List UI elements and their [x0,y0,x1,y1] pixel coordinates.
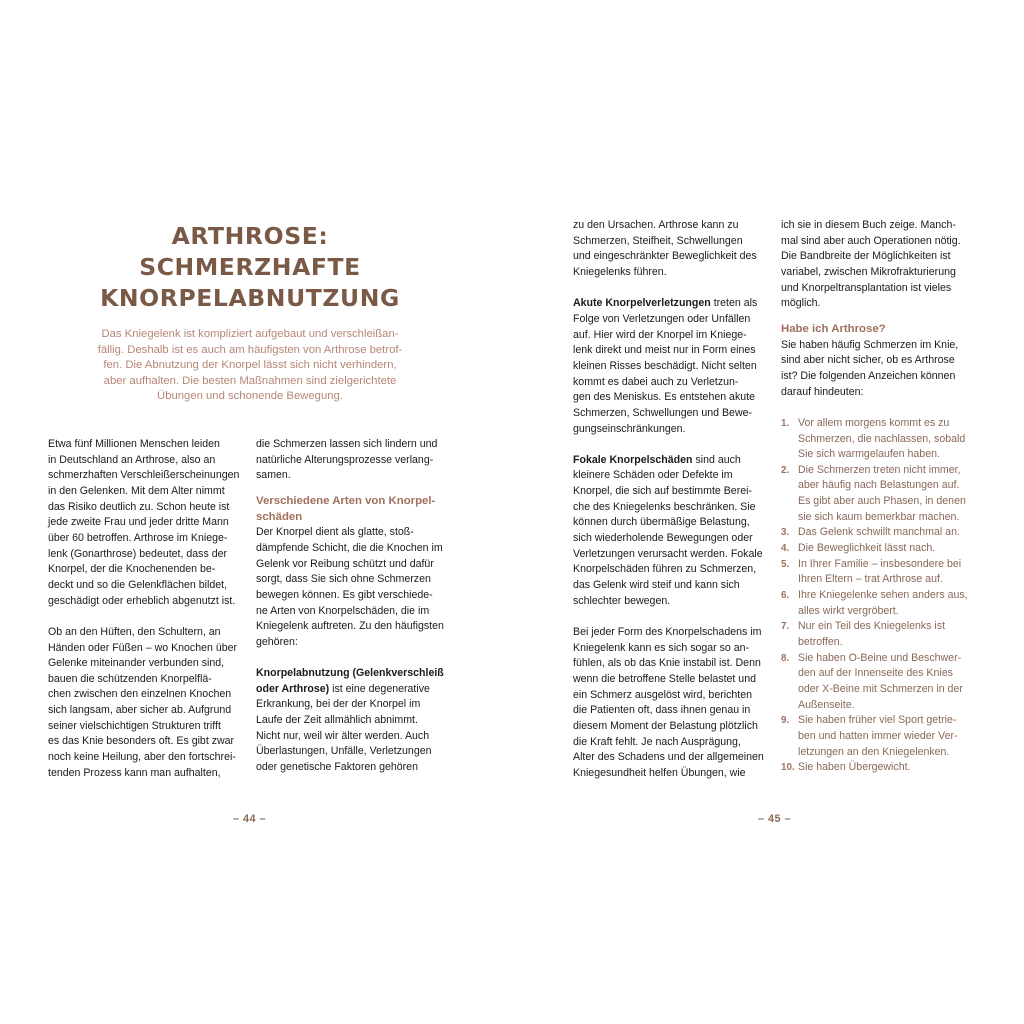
list-number: 8. [781,652,790,664]
list-item [781,463,981,526]
body-line: das Gelenk wird steif und kann sich [573,579,740,592]
list-number: 5. [781,558,790,570]
list-line: Die Beweglichkeit lässt nach. [798,542,936,555]
list-line: den auf der Innenseite des Knies [798,667,953,680]
body-line: geschädigt oder erheblich abgenutzt ist. [48,594,236,607]
body-line: ne Arten von Knorpelschäden, die im [256,604,430,617]
list-line: Sie sich warmgelaufen haben. [798,448,940,461]
list-line: oder X-Beine mit Schmerzen in der [798,683,963,696]
body-text: treten als [710,297,758,310]
body-line: bauen die schützenden Knorpelflä- [48,672,212,685]
list-line: Ihre Kniegelenke sehen anders aus, [798,589,968,602]
section-heading: Habe ich Arthrose? [781,322,886,335]
list-line: ben und hatten immer wieder Ver- [798,729,958,742]
list-item [781,588,981,619]
term-heading: Knorpelabnutzung (Gelenkverschleiß [256,667,444,680]
list-line: alles wirkt vergröbert. [798,604,899,617]
body-line: Händen oder Füßen – wo Knochen über [48,641,238,654]
term-heading: Akute Knorpelverletzungen [573,297,711,310]
body-line: die Kraft fehlt. Je nach Ausprägung, [573,735,741,748]
body-line: Sie haben häufig Schmerzen im Knie, [781,338,959,351]
chapter-title-line: ARTHROSE: [171,222,329,250]
right-page-column-1 [573,218,773,782]
body-line: und eingeschränkter Beweglichkeit des [573,250,757,263]
body-line: gehören: [256,635,298,648]
list-line: Ihren Eltern – trat Arthrose auf. [798,573,943,586]
list-number: 1. [781,417,790,429]
body-line: variabel, zwischen Mikrofrakturierung [781,265,956,278]
list-line: aber häufig nach Belastungen auf. [798,479,960,492]
list-line: Vor allem morgens kommt es zu [798,416,950,429]
body-line: oder genetische Faktoren gehören [256,761,418,774]
body-line: lenk direkt und meist nur in Form eines [573,344,756,357]
body-line: Schmerzen, Schwellungen und Bewe- [573,406,753,419]
body-line: Erkrankung, bei der der Knorpel im [256,698,421,711]
page-number-right: – 45 – [758,813,792,825]
body-line: Ob an den Hüften, den Schultern, an [48,625,221,638]
body-line: fühlen, als ob das Knie instabil ist. Denn [573,657,761,670]
list-line: Nur ein Teil des Kniegelenks ist [798,620,946,633]
body-line: auf. Hier wird der Knorpel im Kniege- [573,328,747,341]
body-line: Kniegesundheit helfen Übungen, wie [573,766,746,779]
body-line: deckt und so die Gelenkflächen bildet, [48,578,228,591]
body-line: jede zweite Frau und jeder dritte Mann [48,516,229,529]
chapter-title-line: SCHMERZHAFTE [139,253,361,281]
body-line: Kniegelenk auftreten. Zu den häufigsten [256,620,444,633]
intro-line: fällig. Deshalb ist es auch am häufigsten von Arthrose betrof- [97,343,403,356]
body-line: Folge von Verletzungen oder Unfällen [573,312,751,325]
list-line: In Ihrer Familie – insbesondere bei [798,557,962,570]
body-line: das Risiko deutlich zu. Schon heute ist [48,500,230,513]
body-line: können durch übermäßige Belastung, [573,516,750,529]
list-number: 3. [781,527,790,539]
body-line: Etwa fünf Millionen Menschen leiden [48,438,220,450]
list-item [781,651,981,714]
list-item [781,416,981,463]
body-line: sich wiederholende Bewegungen oder [573,532,753,545]
body-line: Knorpelschäden führen zu Schmerzen, [573,563,757,576]
body-line: Überlastungen, Unfälle, Verletzungen [256,745,432,758]
body-line: sind aber nicht sicher, ob es Arthrose [781,354,955,367]
body-line: natürliche Alterungsprozesse verlang- [256,453,434,466]
body-line: Laufe der Zeit allmählich abnimmt. [256,714,418,727]
body-text: ist eine degenerative [329,682,430,695]
intro-line: aber aufhalten. Die besten Maßnahmen sind zielgerichtete [103,374,397,387]
body-line: kommt es dabei auch zu Verletzun- [573,375,739,388]
body-line: darauf hindeuten: [781,385,864,398]
body-line: dämpfende Schicht, die die Knochen im [256,541,443,554]
list-number: 7. [781,621,790,633]
list-number: 4. [781,543,790,555]
left-page-column-2 [256,437,456,776]
list-item [781,760,981,776]
left-page-column-1 [48,437,248,781]
right-page-column-2 [781,218,981,776]
list-number: 9. [781,715,790,727]
list-number: 10. [781,762,795,774]
body-line: lenk (Gonarthrose) bedeutet, dass der [48,547,228,560]
body-line: Knorpel, der die Knochenenden be- [48,563,216,576]
term-heading: oder Arthrose) [256,682,330,695]
body-line: ist? Die folgenden Anzeichen können [781,369,956,382]
body-line: che des Kniegelenks beschränken. Sie [573,500,756,513]
body-line: Gelenke miteinander verbunden sind, [48,657,225,670]
body-line: die Schmerzen lassen sich lindern und [256,438,438,450]
body-line: Verletzungen verursacht werden. Fokale [573,547,763,560]
body-line: ein Schmerz ausgelöst wird, berichten [573,688,753,701]
body-line: tenden Prozess kann man aufhalten, [48,766,221,779]
body-line: ich sie in diesem Buch zeige. Manch- [781,219,956,231]
body-line: Kniegelenk kann es sich sogar so an- [573,641,750,654]
list-item [781,541,981,557]
list-number: 2. [781,464,790,476]
list-line: Es gibt aber auch Phasen, in denen [798,495,966,508]
section-heading: Verschiedene Arten von Knorpel- [256,494,436,507]
body-line: samen. [256,469,291,482]
list-line: Schmerzen, die nachlassen, sobald [798,432,966,445]
list-line: Sie haben O-Beine und Beschwer- [798,651,962,664]
body-line: Nicht nur, weil wir älter werden. Auch [256,729,430,742]
body-line: kleinen Risses beschädigt. Nicht selten [573,359,757,372]
list-line: sie sich kaum bemerkbar machen. [798,510,960,523]
list-line: Das Gelenk schwillt manchmal an. [798,526,960,539]
list-item [781,525,981,541]
body-line [573,453,773,469]
list-line: Außenseite. [798,698,855,711]
body-line: sorgt, dass Sie sich ohne Schmerzen [256,573,431,586]
body-line: seiner vielschichtigen Strukturen trifft [48,719,221,732]
body-line: sich langsam, aber sicher ab. Aufgrund [48,704,232,717]
body-line: Schmerzen, Steifheit, Schwellungen [573,234,743,247]
body-line: über 60 betroffen. Arthrose im Kniege- [48,531,228,544]
body-line: Gelenk vor Reibung schützt und dafür [256,557,434,570]
body-line: wenn die betroffene Stelle belastet und [573,672,756,685]
page-number-left: – 44 – [233,813,267,825]
body-line [573,296,773,312]
list-number: 6. [781,590,790,602]
body-line: noch keine Heilung, aber den fortschrei- [48,751,236,764]
list-line: betroffen. [798,636,843,649]
body-line: gen des Meniskus. Es entstehen akute [573,391,755,404]
body-line: Kniegelenks führen. [573,265,667,278]
body-line: gungseinschränkungen. [573,422,686,435]
body-line [256,682,456,698]
body-line: schmerzhaften Verschleißerscheinungen [48,469,240,482]
list-line: Sie haben Übergewicht. [798,761,911,774]
list-item [781,619,981,650]
body-line: die Patienten oft, dass ihnen genau in [573,704,751,717]
body-line: schlechter bewegen. [573,594,671,607]
body-line: und Knorpeltransplantation ist vieles [781,281,952,294]
section-heading: schäden [256,510,303,523]
list-item [781,557,981,588]
body-line: Die Bandbreite der Möglichkeiten ist [781,250,951,263]
list-line: Die Schmerzen treten nicht immer, [798,463,961,476]
body-line: in den Gelenken. Mit dem Alter nimmt [48,484,225,497]
body-line: Der Knorpel dient als glatte, stoß- [256,526,414,539]
body-line: möglich. [781,297,821,310]
body-line: es das Knie besonders oft. Es gibt zwar [48,735,235,748]
intro-line: Übungen und schonende Bewegung. [157,390,343,403]
chapter-title-line: KNORPELABNUTZUNG [100,284,400,312]
chapter-intro [60,327,440,405]
symptom-list [781,416,981,776]
chapter-title [60,221,440,314]
list-line: letzungen an den Kniegelenken. [798,745,950,758]
body-line: zu den Ursachen. Arthrose kann zu [573,219,739,231]
list-item [781,713,981,760]
body-line: bewegen können. Es gibt verschiede- [256,588,433,601]
body-line: diesem Moment der Belastung plötzlich [573,719,758,732]
intro-line: Das Kniegelenk ist kompliziert aufgebaut und verschleißan- [101,328,399,340]
term-heading: Fokale Knorpelschäden [573,453,693,466]
body-line: chen zwischen den einzelnen Knochen [48,688,232,701]
body-line: kleinere Schäden oder Defekte im [573,469,733,482]
body-text: sind auch [692,453,741,466]
body-line: Bei jeder Form des Knorpelschadens im [573,626,762,639]
body-line: in Deutschland an Arthrose, also an [48,453,216,466]
body-line: mal sind aber auch Operationen nötig. [781,234,961,247]
list-line: Sie haben früher viel Sport getrie- [798,714,957,727]
intro-line: fen. Die Abnutzung der Knorpel lässt sich nicht verhindern, [103,359,397,372]
body-line: Knorpel, die sich auf bestimmte Berei- [573,485,752,498]
body-line: Alter des Schadens und der allgemeinen [573,751,764,764]
